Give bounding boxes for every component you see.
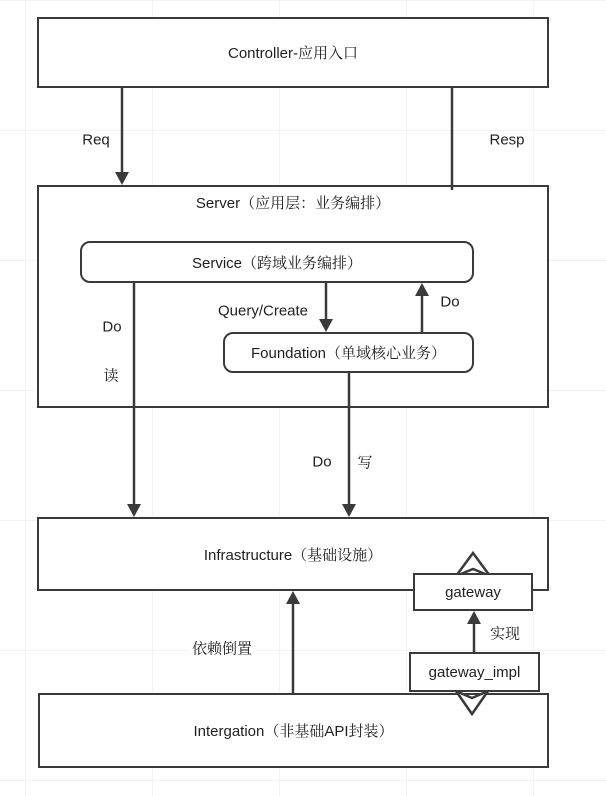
node-gateway[interactable] <box>413 573 533 611</box>
node-foundation-label: Foundation（单域核心业务） <box>250 345 447 362</box>
node-controller-label: Controller-应用入口 <box>227 45 359 62</box>
node-intergation[interactable] <box>38 693 549 768</box>
edge-label-query-create: Query/Create <box>217 302 309 320</box>
node-infrastructure-label: Infrastructure（基础设施） <box>203 546 383 564</box>
node-gateway-impl-label: gateway_impl <box>428 663 521 681</box>
edge-label-resp: Resp <box>489 131 525 149</box>
edge-label-req: Req <box>82 131 110 149</box>
edge-dependency-inversion-arrow[interactable] <box>286 591 300 693</box>
edge-label-dependency-inversion: 依赖倒置 <box>190 638 254 659</box>
edge-label-do-read-cn: 读 <box>101 365 120 386</box>
edge-label-do-write-en: Do <box>312 453 332 471</box>
node-intergation-label: Intergation（非基础API封装） <box>193 723 394 740</box>
edge-label-implements: 实现 <box>488 623 522 644</box>
edge-label-do-write-cn: 写 <box>355 452 374 473</box>
node-service-label: Service（跨域业务编排） <box>191 254 363 272</box>
node-gateway-impl[interactable] <box>409 652 540 692</box>
node-server-label: Server（应用层：业务编排） <box>195 195 391 212</box>
edge-req-arrow[interactable] <box>115 88 129 185</box>
node-gateway-label: gateway <box>445 583 501 601</box>
edge-label-do-read-en: Do <box>102 318 122 336</box>
node-controller[interactable] <box>37 17 549 88</box>
node-service[interactable] <box>80 241 474 283</box>
node-foundation[interactable] <box>223 332 474 373</box>
edge-implements-arrow[interactable] <box>467 611 481 652</box>
edge-label-do-up: Do <box>440 293 460 311</box>
